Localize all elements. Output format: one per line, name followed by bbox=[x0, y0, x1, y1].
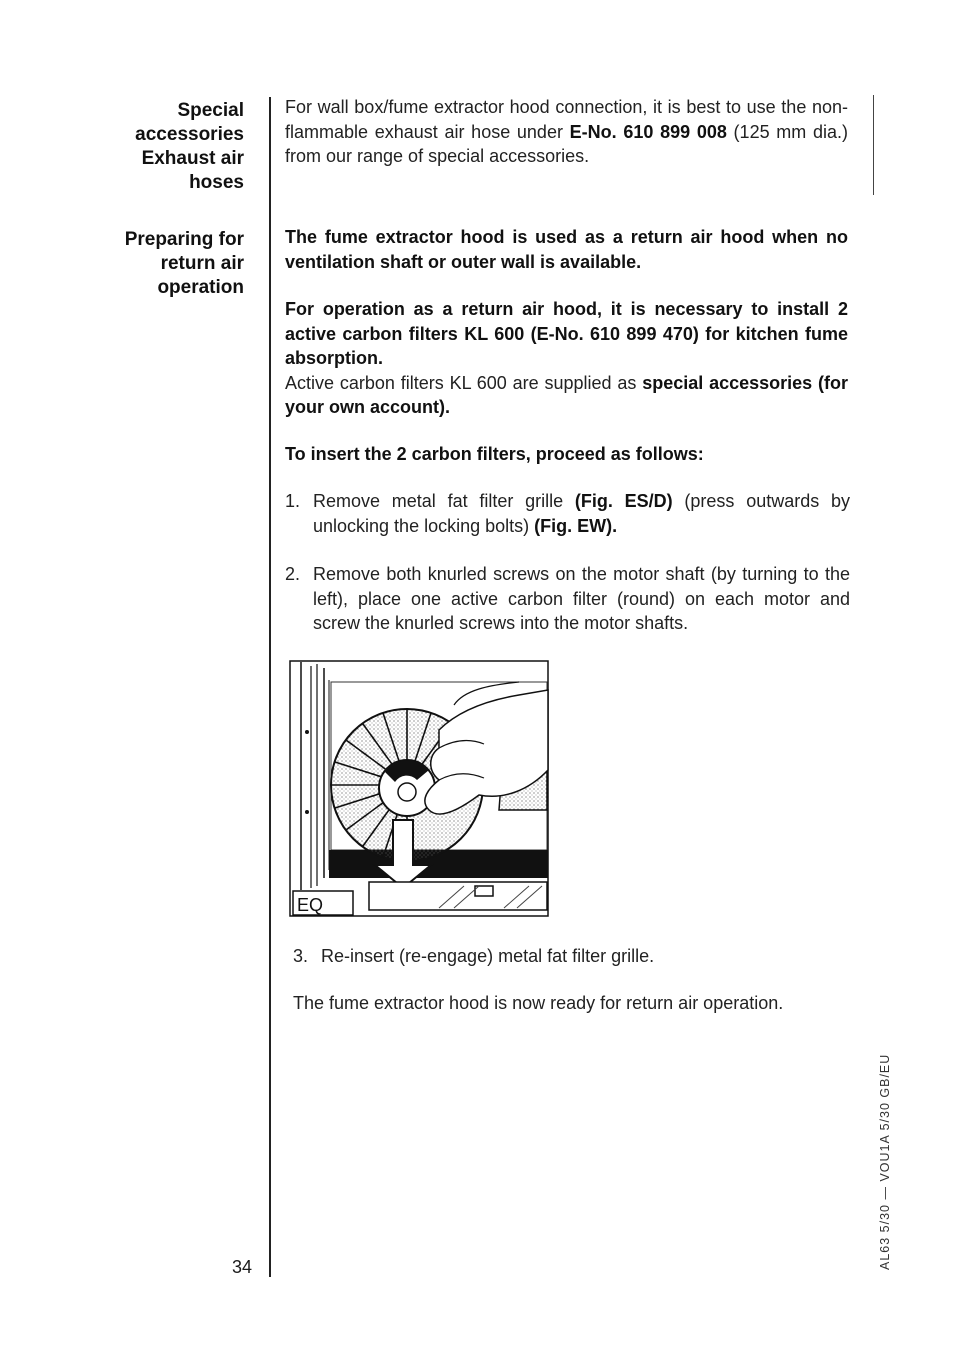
fig-ref: (Fig. ES/D) bbox=[574, 491, 673, 511]
text-run: For operation as a return air hood, it is necessary to install 2 active carbon filters KL 600 (E-No. 610 899 470) for kitchen fume absorption. bbox=[285, 299, 848, 368]
part-number: E-No. 610 899 008 bbox=[569, 121, 727, 142]
heading-line: hoses bbox=[189, 172, 244, 193]
step-2 bbox=[285, 562, 850, 636]
paragraph-exhaust-hose bbox=[285, 95, 848, 169]
text-run: (press outwards by unlocking the locking bolts) bbox=[313, 491, 851, 536]
step-number: 3. bbox=[293, 946, 309, 966]
figure-eq bbox=[289, 660, 549, 917]
heading-line: operation bbox=[157, 277, 244, 298]
heading-line: Exhaust air bbox=[141, 148, 244, 169]
margin-rule bbox=[873, 95, 874, 195]
step-text: Re-insert (re-engage) metal fat filter grille. bbox=[321, 946, 655, 966]
step-text: Remove both knurled screws on the motor shaft (by turning to the left), place one active carbon filter (round) on each motor and screw the knurled screws into the motor shafts. bbox=[313, 564, 850, 633]
heading-line: Special bbox=[177, 100, 244, 121]
step-number: 1. bbox=[285, 491, 301, 511]
page-number: 34 bbox=[232, 1257, 253, 1277]
closing-text: The fume extractor hood is now ready for return air operation. bbox=[293, 993, 784, 1013]
heading-line: accessories bbox=[135, 124, 244, 145]
heading-line: Preparing for bbox=[124, 229, 244, 250]
fig-ref: (Fig. EW). bbox=[534, 515, 618, 536]
paragraph-carbon-filters bbox=[285, 297, 848, 420]
text-run: (125 mm dia.) from our range of special accessories. bbox=[285, 121, 848, 166]
heading-line: return air bbox=[160, 253, 244, 274]
paragraph-return-air-intro: The fume extractor hood is used as a return air hood when no ventilation shaft or outer wall is available. bbox=[285, 227, 848, 272]
step-number: 2. bbox=[285, 564, 301, 584]
instructions-heading: To insert the 2 carbon filters, proceed as follows: bbox=[285, 444, 704, 464]
text-run: For wall box/fume extractor hood connection, it is best to use the non-flammable exhaust air hose under bbox=[285, 97, 848, 142]
text-run: Remove metal fat filter grille bbox=[313, 491, 575, 511]
step-text bbox=[313, 489, 850, 538]
document-code: AL63 5/30 — VOU1A 5/30 GB/EU bbox=[878, 1053, 892, 1270]
section-heading-exhaust-hoses bbox=[44, 99, 244, 195]
figure-label: EQ bbox=[297, 895, 324, 915]
text-run: Active carbon filters KL 600 are supplied as bbox=[285, 372, 643, 393]
text-run: special accessories (for your own account). bbox=[285, 372, 848, 417]
column-divider bbox=[269, 97, 271, 1277]
step-1 bbox=[285, 489, 850, 538]
step-3 bbox=[293, 944, 858, 969]
section-heading-return-air bbox=[44, 228, 244, 300]
